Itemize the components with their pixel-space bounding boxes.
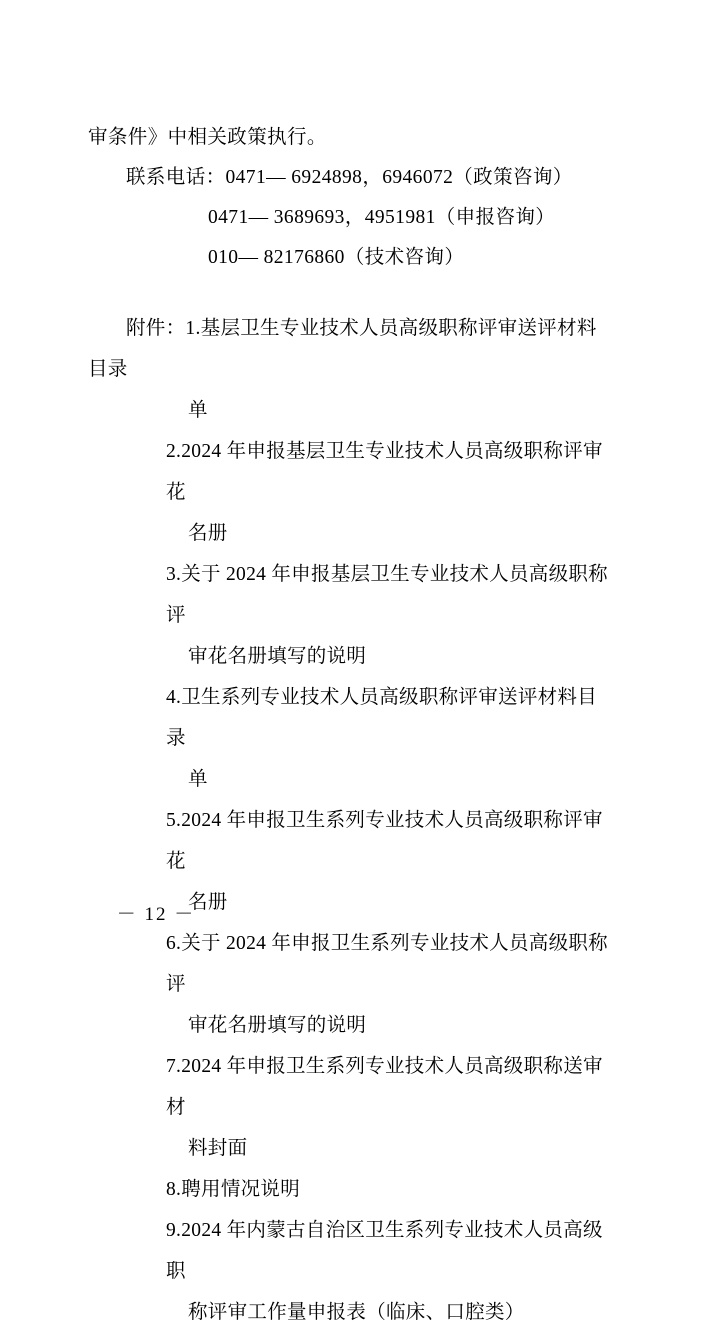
attachment-text-8: 聘用情况说明 bbox=[181, 1179, 301, 1200]
attachment-number-8: 8. bbox=[166, 1179, 182, 1200]
attachment-text-9-cont: 称评审工作量申报表（临床、口腔类） bbox=[188, 1302, 525, 1323]
spacer bbox=[88, 278, 614, 302]
attachment-text-6-cont: 审花名册填写的说明 bbox=[188, 1015, 367, 1036]
body-line-contact-phone-1: 联系电话：0471— 6924898，6946072（政策咨询） bbox=[126, 167, 573, 188]
attachment-list bbox=[88, 308, 614, 1333]
attachment-text-3: 关于 2024 年申报基层卫生专业技术人员高级职称评 bbox=[166, 564, 608, 626]
body-line-1: 审条件》中相关政策执行。 bbox=[88, 127, 327, 148]
attachment-text-7-cont: 料封面 bbox=[188, 1138, 248, 1159]
attachment-text-2-cont: 名册 bbox=[188, 523, 228, 544]
attachment-text-6: 关于 2024 年申报卫生系列专业技术人员高级职称评 bbox=[166, 933, 608, 995]
attachment-text-4: 卫生系列专业技术人员高级职称评审送评材料目录 bbox=[166, 687, 598, 749]
attachment-number-7: 7. bbox=[166, 1056, 182, 1077]
attachment-text-2: 2024 年申报基层卫生专业技术人员高级职称评审花 bbox=[166, 441, 603, 503]
attachment-text-1: 基层卫生专业技术人员高级职称评审送评材料目录 bbox=[88, 318, 597, 380]
attachment-item-8 bbox=[88, 1169, 614, 1210]
page-number: － 12 － bbox=[116, 904, 196, 925]
attachment-text-3-cont: 审花名册填写的说明 bbox=[188, 646, 367, 667]
attachment-item-6 bbox=[88, 923, 614, 1046]
attachment-number-4: 4. bbox=[166, 687, 182, 708]
attachment-number-9: 9. bbox=[166, 1220, 182, 1241]
attachment-number-1: 1. bbox=[185, 318, 201, 339]
attachment-item-2 bbox=[88, 431, 614, 554]
attachment-text-9: 2024 年内蒙古自治区卫生系列专业技术人员高级职 bbox=[166, 1220, 603, 1282]
attachment-text-5: 2024 年申报卫生系列专业技术人员高级职称评审花 bbox=[166, 810, 603, 872]
attachment-item-4 bbox=[88, 677, 614, 800]
attachment-number-2: 2. bbox=[166, 441, 182, 462]
attachment-text-5-cont: 名册 bbox=[188, 892, 228, 913]
attachment-item-7 bbox=[88, 1046, 614, 1169]
attachment-number-3: 3. bbox=[166, 564, 182, 585]
attachment-item-9 bbox=[88, 1210, 614, 1333]
page-footer bbox=[0, 899, 702, 926]
attachment-number-6: 6. bbox=[166, 933, 182, 954]
body-line-contact-phone-2: 0471— 3689693，4951981（申报咨询） bbox=[208, 207, 556, 228]
attachment-item-3 bbox=[88, 554, 614, 677]
attachment-text-4-cont: 单 bbox=[188, 769, 208, 790]
body-line-contact-phone-3: 010— 82176860（技术咨询） bbox=[208, 247, 465, 268]
attachment-text-1-cont: 单 bbox=[188, 400, 208, 421]
attachment-item-1 bbox=[88, 308, 614, 431]
attachment-number-5: 5. bbox=[166, 810, 182, 831]
attachment-text-7: 2024 年申报卫生系列专业技术人员高级职称送审材 bbox=[166, 1056, 603, 1118]
attachments-label: 附件： bbox=[126, 318, 186, 339]
